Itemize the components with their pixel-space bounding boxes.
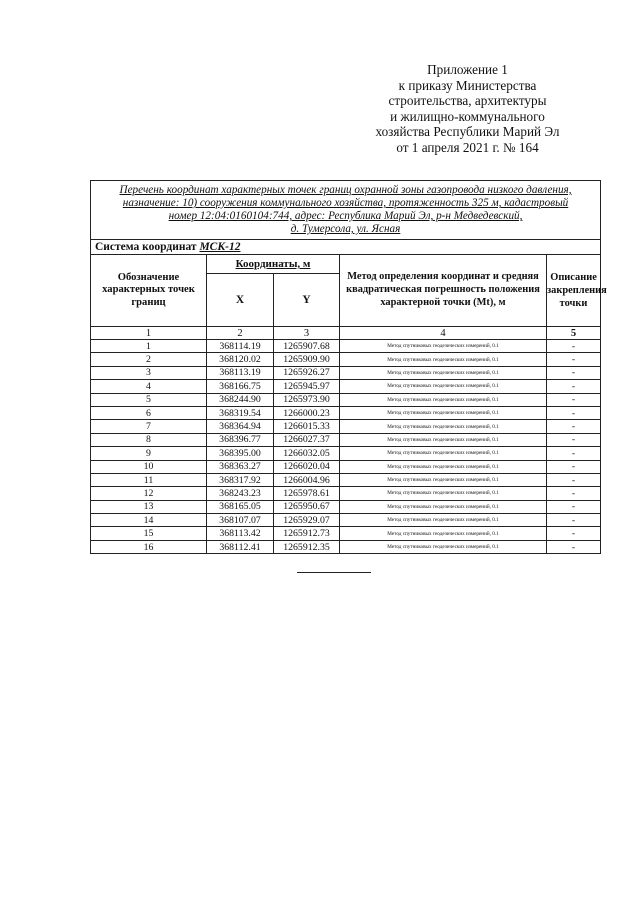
point-number: 16 <box>91 540 207 553</box>
y-coordinate: 1266020.04 <box>274 460 340 473</box>
coordinate-system <box>91 240 601 255</box>
x-coordinate: 368243.23 <box>207 487 274 500</box>
method-cell: Метод спутниковых геодезических измерений, 0.1 <box>340 500 547 513</box>
table-row <box>91 540 601 553</box>
header-coordinates: Координаты, м <box>207 255 340 274</box>
y-coordinate: 1265929.07 <box>274 514 340 527</box>
appendix-line: к приказу Министерства <box>398 77 537 93</box>
table-row <box>91 340 601 353</box>
x-coordinate: 368244.90 <box>207 393 274 406</box>
appendix-line: Приложение 1 <box>427 62 508 77</box>
x-coordinate: 368319.54 <box>207 406 274 419</box>
y-coordinate: 1265912.35 <box>274 540 340 553</box>
table-row <box>91 393 601 406</box>
description-cell: - <box>547 487 601 500</box>
y-coordinate: 1266015.33 <box>274 420 340 433</box>
coordinate-system-label: Система координат <box>95 241 197 253</box>
table-title-line: назначение: 10) сооружения коммунального хозяйства, протяженность 325 м, кадастровый <box>122 197 569 209</box>
header-x: X <box>207 274 274 327</box>
table-row <box>91 473 601 486</box>
method-cell: Метод спутниковых геодезических измерений, 0.1 <box>340 514 547 527</box>
x-coordinate: 368396.77 <box>207 433 274 446</box>
point-number: 4 <box>91 380 207 393</box>
table-row <box>91 420 601 433</box>
appendix-line: хозяйства Республики Марий Эл <box>375 124 560 140</box>
point-number: 7 <box>91 420 207 433</box>
appendix-line: от 1 апреля 2021 г. № 164 <box>396 139 539 155</box>
point-number: 12 <box>91 487 207 500</box>
x-coordinate: 368107.07 <box>207 514 274 527</box>
method-cell: Метод спутниковых геодезических измерений, 0.1 <box>340 353 547 366</box>
point-number: 2 <box>91 353 207 366</box>
method-cell: Метод спутниковых геодезических измерений, 0.1 <box>340 366 547 379</box>
table-row <box>91 487 601 500</box>
table-title-line: номер 12:04:0160104:744, адрес: Республика Марий Эл, р-н Медведевский, <box>168 210 523 222</box>
description-cell: - <box>547 540 601 553</box>
point-number: 9 <box>91 447 207 460</box>
y-coordinate: 1266032.05 <box>274 447 340 460</box>
description-cell: - <box>547 527 601 540</box>
table-row <box>91 500 601 513</box>
appendix-header <box>360 62 575 156</box>
description-cell: - <box>547 340 601 353</box>
table-row <box>91 406 601 419</box>
description-cell: - <box>547 380 601 393</box>
x-coordinate: 368113.19 <box>207 366 274 379</box>
table-title-line: д. Тумерсола, ул. Ясная <box>290 223 401 235</box>
point-number: 11 <box>91 473 207 486</box>
y-coordinate: 1265950.67 <box>274 500 340 513</box>
table-row <box>91 514 601 527</box>
method-cell: Метод спутниковых геодезических измерений, 0.1 <box>340 540 547 553</box>
description-cell: - <box>547 500 601 513</box>
point-number: 6 <box>91 406 207 419</box>
table-row <box>91 527 601 540</box>
x-coordinate: 368166.75 <box>207 380 274 393</box>
method-cell: Метод спутниковых геодезических измерений, 0.1 <box>340 433 547 446</box>
y-coordinate: 1265973.90 <box>274 393 340 406</box>
method-cell: Метод спутниковых геодезических измерений, 0.1 <box>340 380 547 393</box>
header-y: Y <box>274 274 340 327</box>
x-coordinate: 368120.02 <box>207 353 274 366</box>
method-cell: Метод спутниковых геодезических измерений, 0.1 <box>340 340 547 353</box>
description-cell: - <box>547 447 601 460</box>
method-cell: Метод спутниковых геодезических измерений, 0.1 <box>340 447 547 460</box>
table-title-row <box>91 181 601 240</box>
description-cell: - <box>547 514 601 527</box>
signature-divider <box>297 572 371 573</box>
method-cell: Метод спутниковых геодезических измерений, 0.1 <box>340 487 547 500</box>
description-cell: - <box>547 460 601 473</box>
description-cell: - <box>547 420 601 433</box>
table-row <box>91 380 601 393</box>
method-cell: Метод спутниковых геодезических измерений, 0.1 <box>340 473 547 486</box>
column-number: 2 <box>207 327 274 340</box>
method-cell: Метод спутниковых геодезических измерений, 0.1 <box>340 393 547 406</box>
point-number: 15 <box>91 527 207 540</box>
coordinate-system-value: МСК-12 <box>199 241 241 253</box>
y-coordinate: 1265909.90 <box>274 353 340 366</box>
x-coordinate: 368395.00 <box>207 447 274 460</box>
column-number: 3 <box>274 327 340 340</box>
point-number: 1 <box>91 340 207 353</box>
y-coordinate: 1266000.23 <box>274 406 340 419</box>
y-coordinate: 1265926.27 <box>274 366 340 379</box>
method-cell: Метод спутниковых геодезических измерений, 0.1 <box>340 420 547 433</box>
table-row <box>91 447 601 460</box>
column-number: 4 <box>340 327 547 340</box>
appendix-line: и жилищно-коммунального <box>390 108 545 124</box>
header-description: Описание закрепления точки <box>547 255 601 327</box>
point-number: 3 <box>91 366 207 379</box>
y-coordinate: 1266027.37 <box>274 433 340 446</box>
x-coordinate: 368113.42 <box>207 527 274 540</box>
column-numbers-row <box>91 327 601 340</box>
method-cell: Метод спутниковых геодезических измерений, 0.1 <box>340 406 547 419</box>
description-cell: - <box>547 433 601 446</box>
description-cell: - <box>547 473 601 486</box>
method-cell: Метод спутниковых геодезических измерений, 0.1 <box>340 527 547 540</box>
point-number: 13 <box>91 500 207 513</box>
x-coordinate: 368317.92 <box>207 473 274 486</box>
header-row <box>91 255 601 274</box>
y-coordinate: 1265978.61 <box>274 487 340 500</box>
table-row <box>91 353 601 366</box>
point-number: 8 <box>91 433 207 446</box>
point-number: 14 <box>91 514 207 527</box>
x-coordinate: 368112.41 <box>207 540 274 553</box>
y-coordinate: 1265912.73 <box>274 527 340 540</box>
description-cell: - <box>547 366 601 379</box>
header-designation: Обозначение характерных точек границ <box>91 255 207 327</box>
header-method: Метод определения координат и средняя квадратическая погрешность положения характерной точки (Mt), м <box>340 255 547 327</box>
appendix-line: строительства, архитектуры <box>388 93 547 109</box>
method-cell: Метод спутниковых геодезических измерений, 0.1 <box>340 460 547 473</box>
y-coordinate: 1265907.68 <box>274 340 340 353</box>
x-coordinate: 368364.94 <box>207 420 274 433</box>
description-cell: - <box>547 393 601 406</box>
y-coordinate: 1265945.97 <box>274 380 340 393</box>
x-coordinate: 368114.19 <box>207 340 274 353</box>
table-row <box>91 460 601 473</box>
description-cell: - <box>547 406 601 419</box>
point-number: 5 <box>91 393 207 406</box>
table-title <box>91 181 601 240</box>
column-number: 1 <box>91 327 207 340</box>
description-cell: - <box>547 353 601 366</box>
table-row <box>91 366 601 379</box>
table-title-line: Перечень координат характерных точек границ охранной зоны газопровода низкого давления, <box>119 184 572 196</box>
x-coordinate: 368363.27 <box>207 460 274 473</box>
point-number: 10 <box>91 460 207 473</box>
x-coordinate: 368165.05 <box>207 500 274 513</box>
table-row <box>91 433 601 446</box>
coordinate-system-row <box>91 240 601 255</box>
coordinates-table <box>90 180 607 554</box>
y-coordinate: 1266004.96 <box>274 473 340 486</box>
column-number: 5 <box>547 327 601 340</box>
